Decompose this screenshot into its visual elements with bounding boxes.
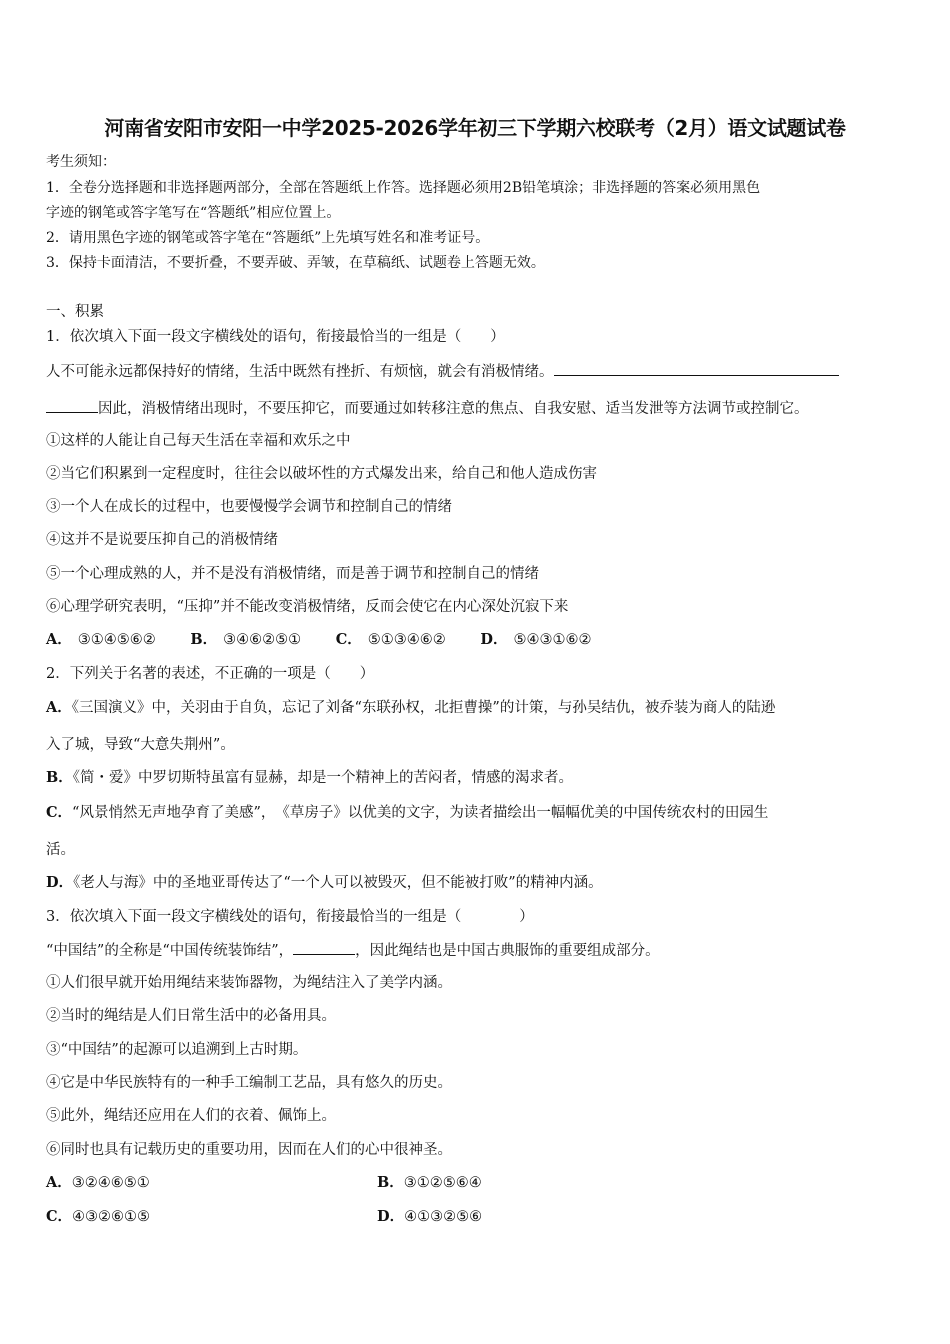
q2-option-a-text-2: 入了城，导致“大意失荆州”。 bbox=[46, 737, 235, 753]
q2-option-a[interactable] bbox=[46, 698, 775, 718]
q1-item-3: ③一个人在成长的过程中，也要慢慢学会调节和控制自己的情绪 bbox=[46, 499, 452, 515]
q1-paragraph-1 bbox=[46, 361, 839, 382]
notice-line-2: 2．请用黑色字迹的钢笔或答字笔在“答题纸”上先填写姓名和准考证号。 bbox=[46, 230, 490, 246]
q2-option-b[interactable] bbox=[46, 768, 573, 788]
q3-option-a-text: ③②④⑥⑤① bbox=[71, 1175, 150, 1191]
q1-option-c-text: ⑤①③④⑥② bbox=[367, 632, 446, 648]
q2-option-c-text-2: 活。 bbox=[46, 842, 75, 858]
q1-option-d[interactable] bbox=[480, 630, 591, 650]
q1-option-c-letter: C． bbox=[335, 631, 362, 648]
q3-paragraph-text-b: ，因此绳结也是中国古典服饰的重要组成部分。 bbox=[355, 943, 660, 959]
q1-item-5: ⑤一个心理成熟的人，并不是没有消极情绪，而是善于调节和控制自己的情绪 bbox=[46, 566, 539, 582]
q3-stem: 3．依次填入下面一段文字横线处的语句，衔接最恰当的一组是（ ） bbox=[46, 909, 534, 925]
q1-options bbox=[46, 630, 621, 650]
q2-option-b-text: 《简・爱》中罗切斯特虽富有显赫，却是一个精神上的苦闷者，情感的渴求者。 bbox=[72, 770, 574, 786]
q3-option-c-letter: C． bbox=[46, 1208, 73, 1225]
q1-option-d-letter: D． bbox=[480, 631, 508, 648]
q3-item-1: ①人们很早就开始用绳结来装饰器物，为绳结注入了美学内涵。 bbox=[46, 975, 452, 991]
q1-paragraph-1-text: 人不可能永远都保持好的情绪，生活中既然有挫折、有烦恼，就会有消极情绪。 bbox=[46, 364, 554, 380]
q3-paragraph bbox=[46, 940, 660, 961]
q2-option-a-text-1: 《三国演义》中，关羽由于自负，忘记了刘备“东联孙权，北拒曹操”的计策，与孙吴结仇，被乔装为商人的陆逊 bbox=[71, 700, 776, 716]
q3-option-b-text: ③①②⑤⑥④ bbox=[403, 1175, 482, 1191]
q1-blank-2 bbox=[46, 398, 98, 413]
notice-line-1b: 字迹的钢笔或答字笔写在“答题纸”相应位置上。 bbox=[46, 205, 341, 221]
notice-line-3: 3．保持卡面清洁，不要折叠，不要弄破、弄皱，在草稿纸、试题卷上答题无效。 bbox=[46, 255, 545, 271]
q1-paragraph-2-text: 因此，消极情绪出现时，不要压抑它，而要通过如转移注意的焦点、自我安慰、适当发泄等方法调节或控制它。 bbox=[98, 401, 809, 417]
q3-blank bbox=[293, 940, 355, 955]
q1-stem: 1．依次填入下面一段文字横线处的语句，衔接最恰当的一组是（ ） bbox=[46, 329, 505, 345]
q2-stem: 2．下列关于名著的表述，不正确的一项是（ ） bbox=[46, 666, 375, 682]
q1-option-b[interactable] bbox=[190, 630, 301, 650]
q1-item-1: ①这样的人能让自己每天生活在幸福和欢乐之中 bbox=[46, 433, 351, 449]
section-heading: 一、积累 bbox=[46, 304, 104, 320]
q1-item-2: ②当它们积累到一定程度时，往往会以破坏性的方式爆发出来，给自己和他人造成伤害 bbox=[46, 466, 597, 482]
q3-item-2: ②当时的绳结是人们日常生活中的必备用具。 bbox=[46, 1008, 336, 1024]
q1-paragraph-2 bbox=[46, 398, 809, 419]
q2-option-b-letter: B． bbox=[46, 769, 73, 786]
q1-blank-1 bbox=[554, 361, 839, 376]
q1-option-a-text: ③①④⑤⑥② bbox=[77, 632, 156, 648]
notice-heading: 考生须知： bbox=[46, 154, 116, 170]
q3-option-a-letter: A． bbox=[46, 1174, 72, 1191]
q3-option-c-text: ④③②⑥①⑤ bbox=[72, 1209, 151, 1225]
q3-option-b[interactable] bbox=[377, 1173, 482, 1193]
q3-option-d-letter: D． bbox=[377, 1208, 405, 1225]
q1-option-b-text: ③④⑥②⑤① bbox=[223, 632, 302, 648]
q1-option-d-text: ⑤④③①⑥② bbox=[513, 632, 592, 648]
q1-item-4: ④这并不是说要压抑自己的消极情绪 bbox=[46, 532, 278, 548]
q2-option-d-letter: D． bbox=[46, 874, 74, 891]
q1-option-a-letter: A． bbox=[46, 631, 72, 648]
q3-item-5: ⑤此外，绳结还应用在人们的衣着、佩饰上。 bbox=[46, 1108, 336, 1124]
q3-option-d-text: ④①③②⑤⑥ bbox=[404, 1209, 483, 1225]
q2-option-c-text-1: “风景悄然无声地孕育了美感”， 《草房子》以优美的文字，为读者描绘出一幅幅优美的中国传统农村的田园生 bbox=[72, 805, 769, 821]
page-title: 河南省安阳市安阳一中学2025-2026学年初三下学期六校联考（2月）语文试题试卷 bbox=[104, 116, 846, 140]
q3-option-b-letter: B． bbox=[377, 1174, 404, 1191]
q1-item-6: ⑥心理学研究表明，“压抑”并不能改变消极情绪，反而会使它在内心深处沉寂下来 bbox=[46, 599, 569, 615]
q3-item-4: ④它是中华民族特有的一种手工编制工艺品，具有悠久的历史。 bbox=[46, 1075, 452, 1091]
q3-item-3: ③“中国结”的起源可以追溯到上古时期。 bbox=[46, 1042, 308, 1058]
q2-option-c-letter: C． bbox=[46, 804, 73, 821]
q3-paragraph-text-a: “中国结”的全称是“中国传统装饰结”， bbox=[46, 943, 294, 959]
q3-option-d[interactable] bbox=[377, 1207, 482, 1227]
q2-option-c[interactable] bbox=[46, 803, 768, 823]
q3-option-c[interactable] bbox=[46, 1207, 150, 1227]
q3-item-6: ⑥同时也具有记载历史的重要功用，因而在人们的心中很神圣。 bbox=[46, 1142, 452, 1158]
q2-option-d[interactable] bbox=[46, 873, 603, 893]
q1-option-c[interactable] bbox=[336, 630, 446, 650]
q1-option-a[interactable] bbox=[46, 630, 156, 650]
q2-option-a-letter: A． bbox=[46, 699, 72, 716]
q3-option-a[interactable] bbox=[46, 1173, 150, 1193]
q2-option-d-text: 《老人与海》中的圣地亚哥传达了“一个人可以被毁灭，但不能被打败”的精神内涵。 bbox=[73, 875, 603, 891]
notice-line-1a: 1．全卷分选择题和非选择题两部分，全部在答题纸上作答。选择题必须用2B铅笔填涂；非选择题的答案必须用黑色 bbox=[46, 180, 761, 196]
q1-option-b-letter: B． bbox=[190, 631, 218, 648]
